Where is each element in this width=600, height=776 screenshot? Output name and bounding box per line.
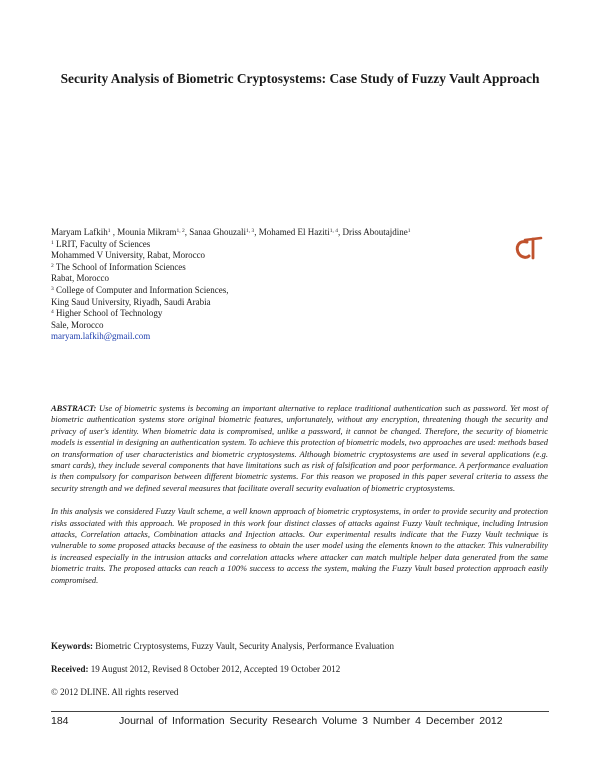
affiliation-superscript: 2 <box>51 262 54 269</box>
abstract-paragraph <box>51 403 548 494</box>
copyright: © 2012 DLINE. All rights reserved <box>51 687 179 697</box>
affiliation-line: King Saud University, Riyadh, Saudi Arabia <box>51 296 211 307</box>
abstract <box>51 403 548 586</box>
received-text: 19 August 2012, Revised 8 October 2012, Accepted 19 October 2012 <box>90 664 341 674</box>
affiliation-line <box>51 262 481 274</box>
affiliation-text: The School of Information Sciences <box>55 261 186 272</box>
footer-divider <box>51 711 549 712</box>
affiliation-line: Rabat, Morocco <box>51 273 109 284</box>
author-superscript: 1, 4 <box>329 228 338 234</box>
affiliation-superscript: 1 <box>51 239 54 246</box>
keywords <box>51 640 551 652</box>
affiliation-line: Sale, Morocco <box>51 319 104 330</box>
affiliation-text: College of Computer and Information Sciences, <box>56 284 229 295</box>
keywords-text: Biometric Cryptosystems, Fuzzy Vault, Security Analysis, Performance Evaluation <box>95 641 395 651</box>
publisher-logo-icon <box>513 236 543 260</box>
affiliation-line <box>51 239 481 251</box>
affiliation-line <box>51 285 481 297</box>
author-line: Maryam Lafkih$^1$ , Mounia Mikram$^{1, 2}$, Sanaa Ghouzali$^{1, 3}$, Mohamed El Haziti$^{1, 4}$, Driss Aboutajdine$^1$ <box>51 227 411 237</box>
author-name: Sanaa Ghouzali <box>189 227 246 237</box>
affiliation-text: Higher School of Technology <box>56 308 163 319</box>
paper-title: Security Analysis of Biometric Cryptosystems: Case Study of Fuzzy Vault Approach <box>60 71 540 86</box>
author-superscript: 1 <box>107 228 111 234</box>
affiliation-superscript: 4 <box>51 309 54 316</box>
author-name: Mounia Mikram <box>117 227 177 237</box>
affiliation-line <box>51 308 481 320</box>
received-label: Received: <box>51 664 89 674</box>
author-name: Driss Aboutajdine <box>342 227 408 237</box>
received-dates <box>51 663 551 675</box>
author-block <box>51 227 481 343</box>
author-superscript: 1, 3 <box>245 228 255 234</box>
author-name: Maryam Lafkih <box>51 227 108 237</box>
journal-citation: Journal of Information Security Research Volume 3 Number 4 December 2012 <box>119 715 503 727</box>
author-superscript: 1 <box>407 228 411 234</box>
author-superscript: 1, 2 <box>176 228 185 234</box>
abstract-paragraph: In this analysis we considered Fuzzy Vault scheme, a well known approach of biometric cryptosystems, in order to provide security and protection risks associated with this approach. We proposed in this work four distinct classes of attacks against Fuzzy Vault technique, including Intrusion attacks, Correlation attacks, Combination attacks and Injection attacks. Our experimental results indicate that the Fuzzy Vault technique is vulnerable to some proposed attacks because of the easiness to obtain the user model using the elements known to the attacker. This vulnerability is increased especially in the intrusion attacks and correlation attacks where attacker can match multiple helper data generated from the same biometric traits. The proposed attacks can reach a 100% success to access the system, making the Fuzzy Vault based protection approach easily compromised. <box>51 506 548 585</box>
email-link[interactable]: maryam.lafkih@gmail.com <box>51 331 151 342</box>
keywords-label: Keywords: <box>51 641 93 651</box>
affiliation-superscript: 3 <box>51 285 54 292</box>
abstract-text: Use of biometric systems is becoming an important alternative to replace traditional authentication such as password. Yet most of biometric authentication systems store original biometric features, unfortunately, without any encryption, threatening though the security and privacy of user's identity. When biometric data is compromised, unlike a password, it cannot be changed. Therefore, the security of biometric models is essential in designing an authentication system. To achieve this protection of biometric models, two approaches are used: methods based on transformation of user characteristics and biometric cryptosystems. Although biometric cryptosystems are used in several applications (e.g. smart cards), they include several components that have limitations such as risk of falsification and poor performance. A performance evaluation is then compulsory for comparison between different biometric systems. For this reason we proposed in this paper several criteria to assess the security strength and we defined several measures that facilitate overall security evaluation of biometric cryptosystems. <box>51 403 548 493</box>
affiliation-text: LRIT, Faculty of Sciences <box>56 238 151 249</box>
abstract-label: ABSTRACT: <box>51 403 97 413</box>
author-name: Mohamed El Haziti <box>258 227 330 237</box>
affiliation-line: Mohammed V University, Rabat, Morocco <box>51 250 206 261</box>
page-number: 184 <box>51 715 69 727</box>
